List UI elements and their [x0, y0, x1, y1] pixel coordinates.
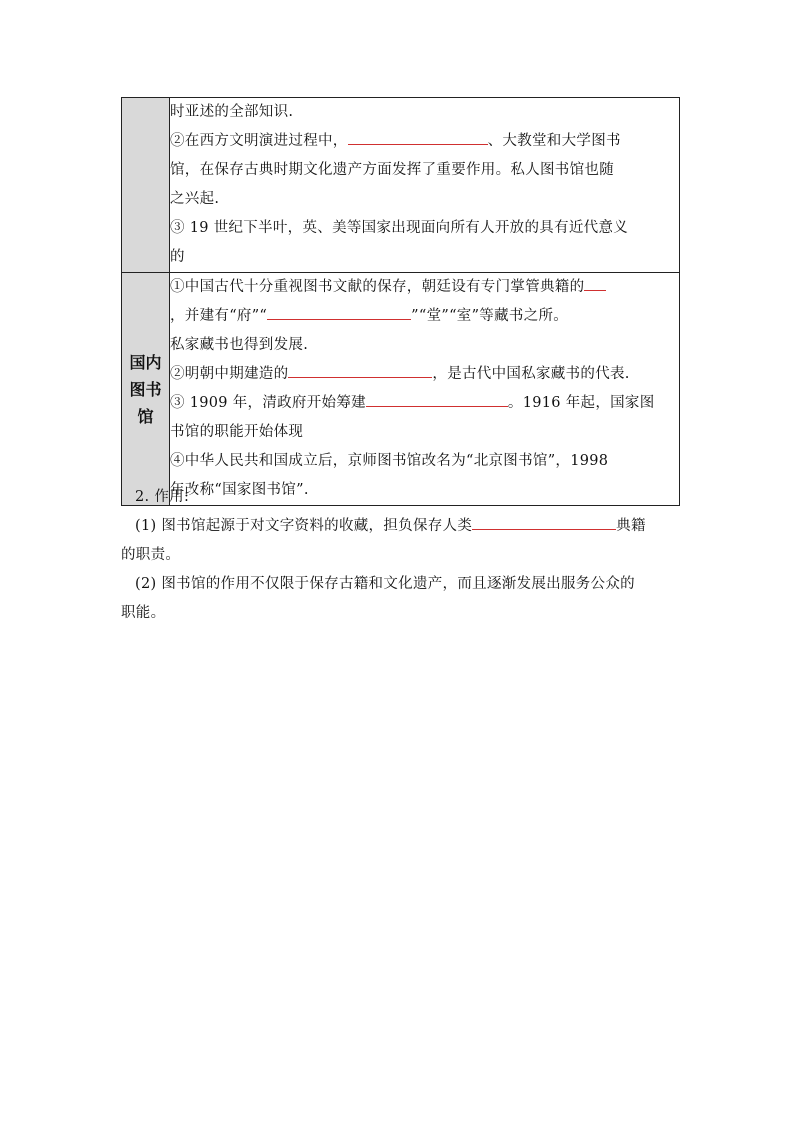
fill-in-blank[interactable] [472, 513, 616, 530]
text-line [170, 156, 679, 185]
item-text-after: 典籍 [616, 518, 646, 534]
row-label-cell-empty [122, 98, 170, 273]
section-function [121, 483, 681, 628]
function-item-2: (2) 图书馆的作用不仅限于保存古籍和文化遗产，而且逐渐发展出服务公众的 [135, 576, 635, 592]
line-text: 时亚述的全部知识. [170, 104, 294, 120]
line-text-after: 、大教堂和大学图书 [487, 133, 621, 149]
fill-in-blank[interactable] [348, 128, 488, 145]
text-line [170, 98, 679, 127]
line-text: 私家藏书也得到发展. [170, 337, 309, 353]
line-text: ，并建有“府”“ [170, 308, 268, 324]
text-line [170, 447, 679, 476]
line-text: 之兴起. [170, 191, 220, 207]
text-line [170, 243, 679, 272]
line-text-after: ”“堂”“室”等藏书之所。 [411, 308, 569, 324]
text-line [170, 214, 679, 243]
table-row-western-libraries [122, 98, 680, 273]
line-text: ④中华人民共和国成立后，京师图书馆改名为“北京图书馆”，1998 [170, 453, 609, 469]
line-text: ①中国古代十分重视图书文献的保存，朝廷设有专门掌管典籍的 [170, 279, 585, 295]
text-line [170, 331, 679, 360]
item-text: (1) 图书馆起源于对文字资料的收藏，担负保存人类 [135, 518, 473, 534]
text-line-with-blank [170, 389, 679, 418]
function-item-1-continued: 的职责。 [121, 547, 181, 563]
text-line-with-blank [170, 360, 679, 389]
function-item-1 [121, 512, 681, 541]
text-line [170, 418, 679, 447]
text-line-with-blank [170, 302, 679, 331]
western-libraries-content [170, 98, 680, 273]
line-text: ②明朝中期建造的 [170, 366, 289, 382]
line-text-after: ，是古代中国私家藏书的代表. [432, 366, 630, 382]
fill-in-blank[interactable] [288, 361, 432, 378]
row-label-domestic-libraries: 国内图书馆 [129, 352, 162, 426]
text-line [170, 185, 679, 214]
domestic-libraries-content [170, 273, 680, 506]
library-history-table [121, 97, 680, 506]
line-text: ③ 19 世纪下半叶，英、美等国家出现面向所有人开放的具有近代意义 [170, 220, 629, 236]
line-text-after: 。1916 年起，国家图 [507, 395, 655, 411]
row-label-cell-domestic [122, 273, 170, 506]
fill-in-blank[interactable] [584, 274, 606, 291]
table-row-domestic-libraries [122, 273, 680, 506]
line-text: 馆，在保存古典时期文化遗产方面发挥了重要作用。私人图书馆也随 [170, 162, 614, 178]
text-line-with-blank [170, 127, 679, 156]
text-line-with-blank [170, 273, 679, 302]
line-text: 年改称“国家图书馆”. [170, 482, 309, 498]
function-item-2-continued: 职能。 [121, 605, 166, 621]
fill-in-blank[interactable] [267, 303, 411, 320]
line-text: 书馆的职能开始体现 [170, 424, 304, 440]
line-text: 的 [170, 249, 185, 265]
line-text: ②在西方文明演进过程中， [170, 133, 348, 149]
fill-in-blank[interactable] [366, 390, 508, 407]
line-text: ③ 1909 年，清政府开始筹建 [170, 395, 366, 411]
section-heading: 2. 作用: [135, 489, 190, 505]
